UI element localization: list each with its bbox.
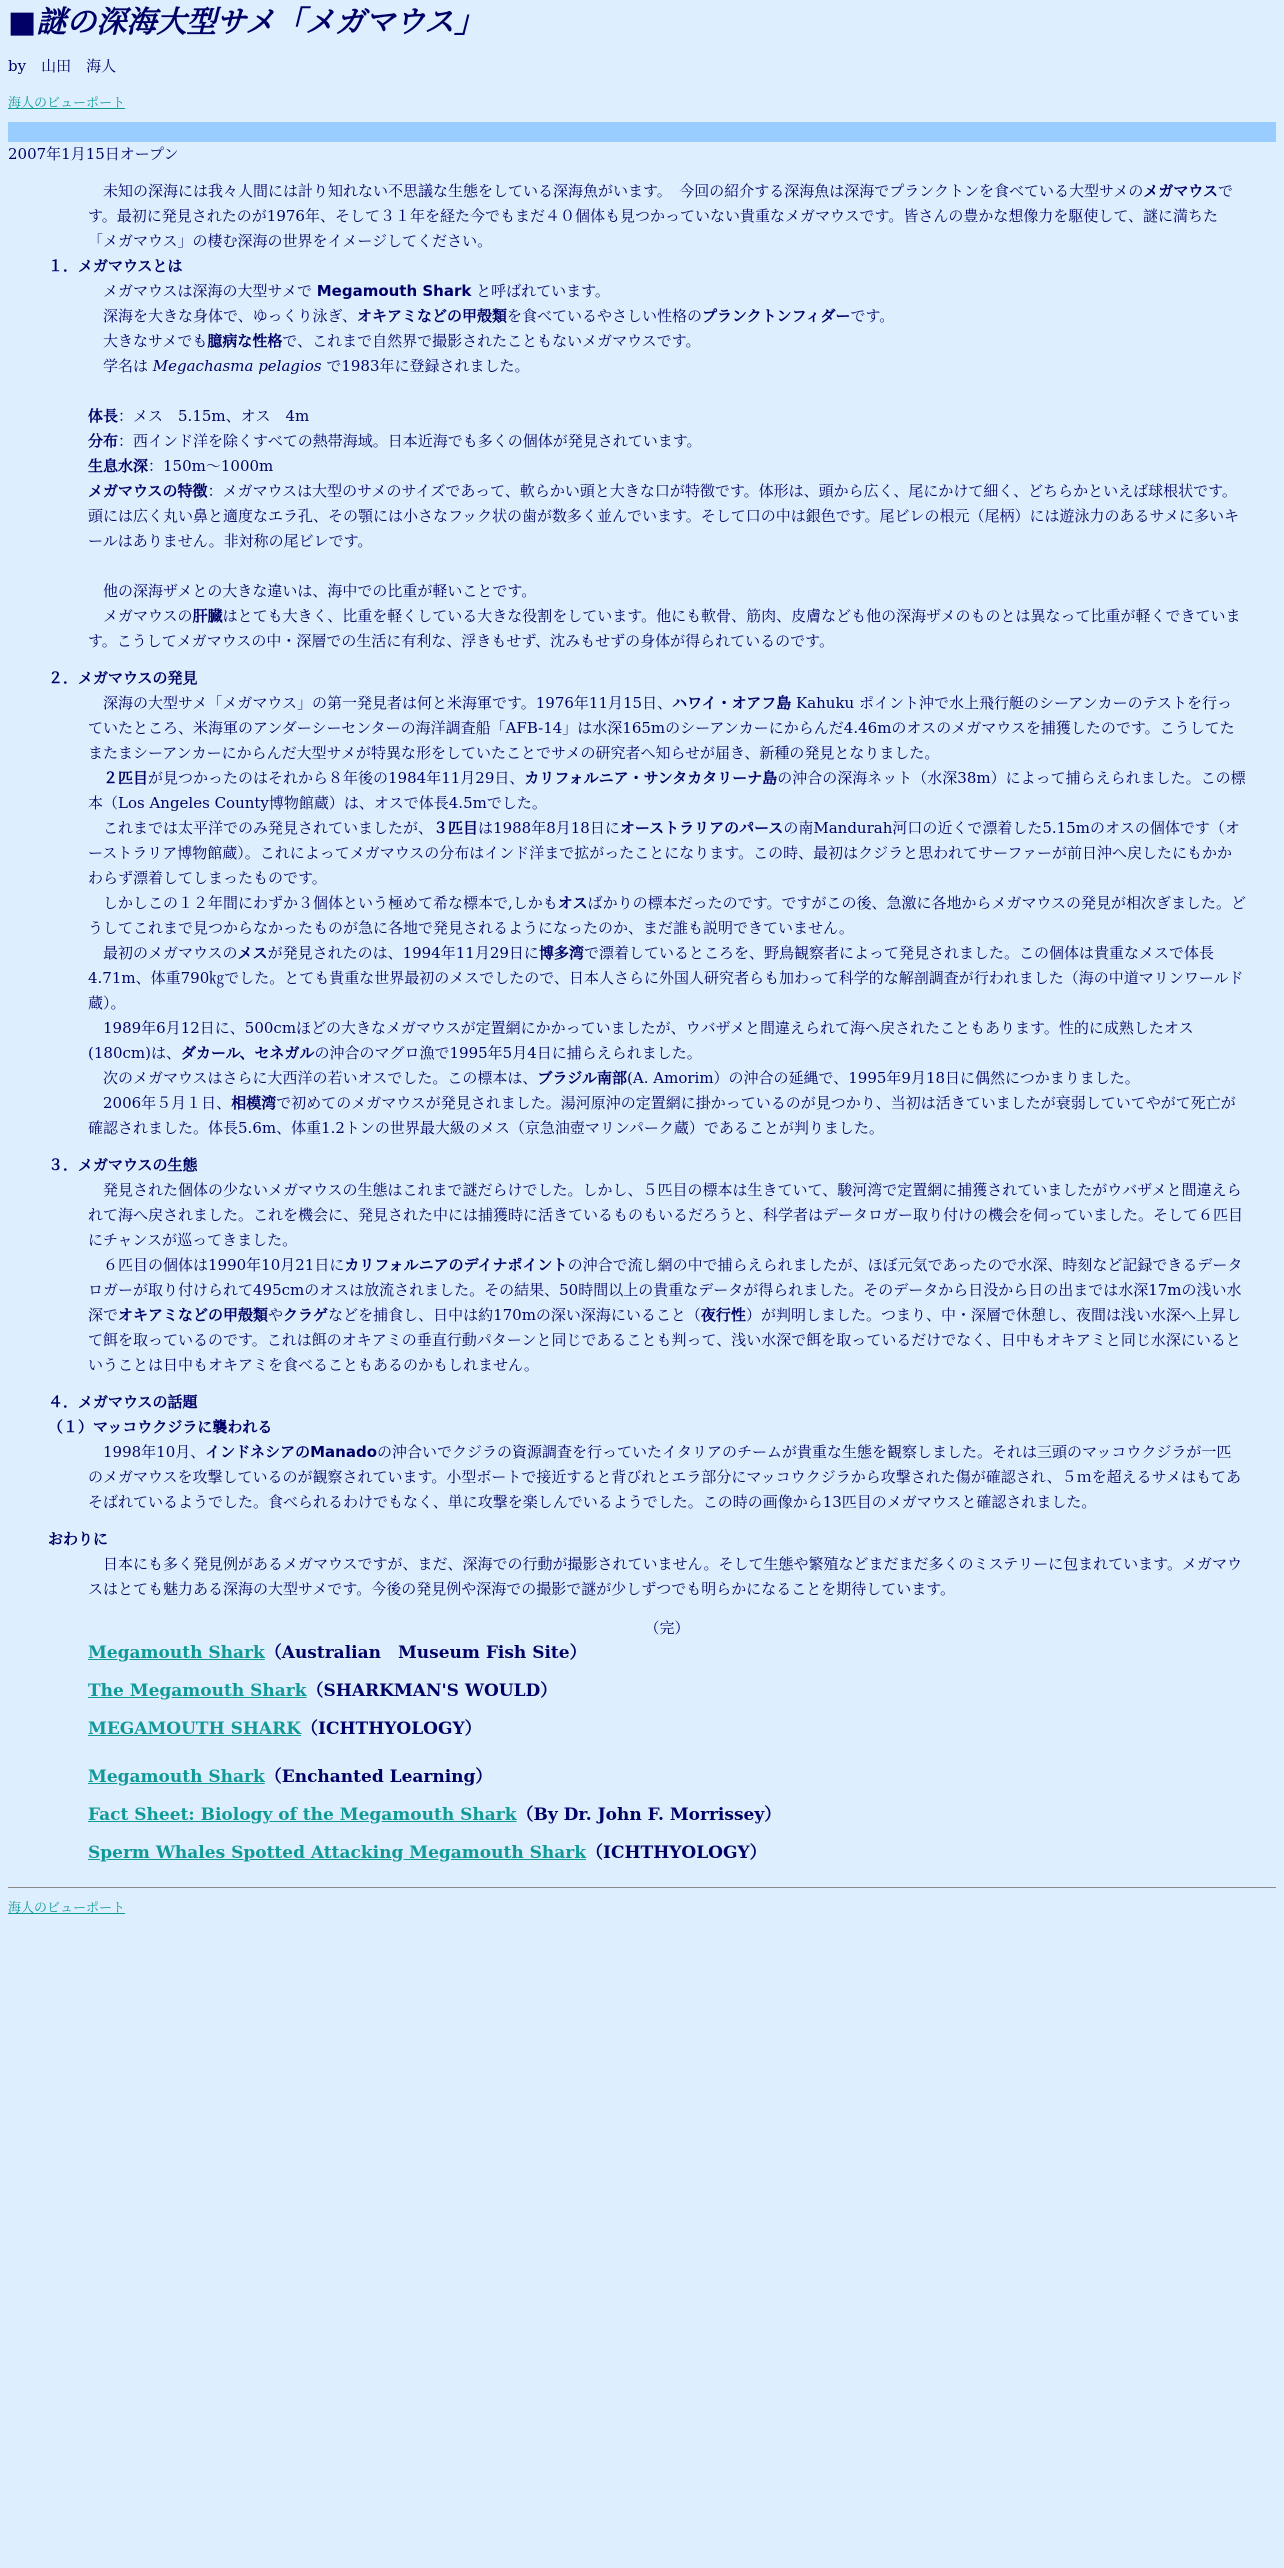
- text-run: 他の深海ザメとの大きな違いは、海中での比重が軽いことです。: [103, 582, 537, 600]
- fact-length: [88, 404, 1246, 429]
- text-run: 2006年５月１日、: [103, 1094, 232, 1112]
- text-run: で、これまで自然界で撮影されたこともないメガマウスです。: [282, 332, 701, 350]
- paragraph: [88, 1253, 1246, 1378]
- paragraph: [88, 1066, 1246, 1091]
- reference-item: [88, 1679, 1246, 1703]
- reference-link[interactable]: Fact Sheet: Biology of the Megamouth Shark: [88, 1805, 517, 1825]
- text-run: ）が判明しました。つまり、中・深層で休憩し、夜間は浅い水深へ上昇して餌を取っているのです。これは餌のオキアミの垂直行動パターンと同じであることも判って、浅い水深で餌を取っているだけでなく、日中もオキアミと同じ水深にいるということは日中もオキアミを食べることもあるのかもしれません。: [88, 1306, 1241, 1374]
- text-run: の南Mandurah河口の近くで漂着した5.15mのオスの個体です（オーストラリア博物館蔵）。これによってメガマウスの分布はインド洋まで拡がったことになります。この時、最初はクジラと思われてサーファーが前日沖へ戻したにもかかわらず漂着してしまったものです。: [88, 819, 1240, 887]
- reference-link[interactable]: MEGAMOUTH SHARK: [88, 1719, 301, 1739]
- spacer: [88, 1515, 1246, 1527]
- text-run: です。: [850, 307, 895, 325]
- emphasis-text: ダカール、セネガル: [180, 1044, 315, 1062]
- viewport-link[interactable]: 海人のビューポート: [8, 96, 126, 111]
- emphasis-text: オキアミなどの甲殻類: [356, 307, 507, 325]
- emphasis-text: メガマウス: [1143, 182, 1218, 200]
- text-run: ：150m～1000m: [148, 457, 274, 475]
- text-run: と呼ばれています。: [471, 282, 610, 300]
- page-title: ■謎の深海大型サメ「メガマウス」: [8, 5, 485, 40]
- emphasis-text: 博多湾: [538, 944, 584, 962]
- spacer: [88, 654, 1246, 666]
- text-run: 学名は: [103, 357, 153, 375]
- emphasis-text: 生息水深: [88, 457, 149, 475]
- emphasis-text: ３匹目: [433, 819, 479, 837]
- footer-divider: [8, 1887, 1276, 1888]
- emphasis-text: 分布: [88, 432, 119, 450]
- article-body: [48, 179, 1246, 1865]
- emphasis-text: Megamouth Shark: [316, 282, 472, 300]
- reference-source: （Australian Museum Fish Site）: [264, 1643, 587, 1663]
- reference-link[interactable]: The Megamouth Shark: [88, 1681, 307, 1701]
- spacer: [88, 554, 1246, 579]
- reference-item: [88, 1803, 1246, 1827]
- paragraph: [88, 579, 1246, 604]
- byline: by 山田 海人: [8, 57, 117, 75]
- text-run: 未知の深海には我々人間には計り知れない不思議な生態をしている深海魚がいます。 今回の紹介する深海魚は深海でプランクトンを食べている大型サメの: [103, 182, 1144, 200]
- emphasis-text: オス: [557, 894, 588, 912]
- text-run: 1998年10月、: [103, 1443, 206, 1461]
- fact-depth: [88, 454, 1246, 479]
- paragraph: [88, 891, 1246, 941]
- text-run: ばかりの標本だったのです。ですがこの後、急激に各地からメガマウスの発見が相次ぎました。どうしてこれまで見つからなかったものが急に各地で発見されるようになったのか、まだ誰も説明できていません。: [88, 894, 1246, 937]
- end-mark: （完）: [644, 1619, 690, 1637]
- section-heading-closing: おわりに: [48, 1530, 109, 1548]
- paragraph: [88, 1552, 1246, 1602]
- text-run: の沖合いでクジラの資源調査を行っていたイタリアのチームが貴重な生態を観察しました。それは三頭のマッコウクジラが一匹のメガマウスを攻撃しているのが観察されています。小型ボートで接近すると背びれとエラ部分にマッコウクジラから攻撃された傷が確認され、５ｍを超えるサメはもてあそばれているようでした。食べられるわけでもなく、単に攻撃を楽しんでいるようでした。この時の画像から13匹目のメガマウスと確認されました。: [88, 1443, 1242, 1511]
- emphasis-text: 夜行性: [700, 1306, 746, 1324]
- text-run: メガマウスは深海の大型サメで: [103, 282, 317, 300]
- text-run: は1988年8月18日に: [478, 819, 620, 837]
- section-heading-ecology: ３．メガマウスの生態: [48, 1156, 198, 1174]
- fact-features: [88, 479, 1246, 554]
- open-date: 2007年1月15日オープン: [8, 145, 179, 163]
- emphasis-text: カリフォルニア・サンタカタリーナ島: [524, 769, 778, 787]
- text-run: の沖合のマグロ漁で1995年5月4日に捕らえられました。: [314, 1044, 702, 1062]
- paragraph: [88, 816, 1246, 891]
- text-run: はとても大きく、比重を軽くしている大きな役割をしています。他にも軟骨、筋肉、皮膚なども他の深海ザメのものとは異なって比重が軽くできています。こうしてメガマウスの中・深層での生活に有利な、浮きもせず、沈みもせずの身体が得られているのです。: [88, 607, 1241, 650]
- paragraph: [88, 354, 1246, 379]
- emphasis-text: ハワイ・オアフ島: [672, 694, 792, 712]
- text-run: が発見されたのは、1994年11月29日に: [267, 944, 539, 962]
- text-run: ６匹目の個体は1990年10月21日に: [103, 1256, 345, 1274]
- text-run: の沖合の深海ネット（水深38m）によって捕らえられました。この標本（Los Angeles County博物館蔵）は、オスで体長4.5mでした。: [88, 769, 1246, 812]
- paragraph: [88, 1091, 1246, 1141]
- emphasis-text: オキアミなどの甲殻類: [118, 1306, 269, 1324]
- text-run: などを捕食し、日中は約170mの深い深海にいること（: [328, 1306, 701, 1324]
- paragraph: [88, 766, 1246, 816]
- reference-item: [88, 1717, 1246, 1741]
- emphasis-text: ２匹目: [103, 769, 149, 787]
- emphasis-text: メガマウスの特徴: [88, 482, 208, 500]
- divider-bar: [8, 122, 1276, 142]
- text-run: や: [268, 1306, 284, 1324]
- text-run: 発見された個体の少ないメガマウスの生態はこれまで謎だらけでした。しかし、５匹目の標本は生きていて、駿河湾で定置網に捕獲されていましたがウバザメと間違えられて海へ戻されました。これを機会に、発見された中には捕獲時に活きているものもいるだろうと、科学者はデータロガー取り付けの機会を伺っていました。そして６匹目にチャンスが巡ってきました。: [88, 1181, 1244, 1249]
- spacer: [88, 1378, 1246, 1390]
- emphasis-text: オーストラリアのパース: [619, 819, 784, 837]
- paragraph: [88, 1178, 1246, 1253]
- text-run: 最初のメガマウスの: [103, 944, 238, 962]
- paragraph: [88, 604, 1246, 654]
- paragraph: [88, 329, 1246, 354]
- section-heading-about: １．メガマウスとは: [48, 257, 183, 275]
- footer-viewport-link[interactable]: 海人のビューポート: [8, 1901, 126, 1916]
- reference-source: （ICHTHYOLOGY）: [586, 1843, 767, 1863]
- text-run: ：メス 5.15m、オス 4m: [118, 407, 310, 425]
- reference-source: （ICHTHYOLOGY）: [301, 1719, 482, 1739]
- text-run: で漂着しているところを、野鳥観察者によって発見されました。この個体は貴重なメスで体長4.71m、体重790㎏でした。とても貴重な世界最初のメスでしたので、日本人さらに外国人研究者らも加わって科学的な解剖調査が行われました（海の中道マリンワールド蔵）。: [88, 944, 1244, 1012]
- text-run: を食べているやさしい性格の: [506, 307, 702, 325]
- paragraph: [88, 941, 1246, 1016]
- reference-source: （SHARKMAN'S WOULD）: [306, 1681, 558, 1701]
- emphasis-text: 臆病な性格: [207, 332, 283, 350]
- paragraph: [88, 279, 1246, 304]
- spacer: [88, 1141, 1246, 1153]
- text-run: で初めてのメガマウスが発見されました。湯河原沖の定置網に掛かっているのが見つかり、当初は活きていましたが衰弱していてやがて死亡が確認されました。体長5.6m、体重1.2トンの世界最大級のメス（京急油壺マリンパーク蔵）であることが判りました。: [88, 1094, 1236, 1137]
- section-heading-discovery: ２．メガマウスの発見: [48, 669, 198, 687]
- section-heading-topics: ４．メガマウスの話題: [48, 1393, 198, 1411]
- paragraph: [88, 1440, 1246, 1515]
- text-run: で1983年に登録されました。: [321, 357, 530, 375]
- text-run: 深海の大型サメ「メガマウス」の第一発見者は何と米海軍です。1976年11月15日、: [103, 694, 673, 712]
- text-run: メガマウスの: [103, 607, 193, 625]
- paragraph: [88, 1016, 1246, 1066]
- text-run: 日本にも多く発見例があるメガマウスですが、まだ、深海での行動が撮影されていません。そして生態や繁殖などまだまだ多くのミステリーに包まれています。メガマウスはとても魅力ある深海の大型サメです。今後の発見例や深海での撮影で謎が少しずつでも明らかになることを期待しています。: [88, 1555, 1242, 1598]
- subsection-heading: （１）マッコウクジラに襲われる: [48, 1418, 273, 1436]
- reference-item: [88, 1641, 1246, 1665]
- text-run: ：メガマウスは大型のサメのサイズであって、軟らかい頭と大きな口が特徴です。体形は、頭から広く、尾にかけて細く、どちらかといえば球根状です。頭には広く丸い鼻と適度なエラ孔、その顎には小さなフック状の歯が数多く並んでいます。そして口の中は銀色です。尾ビレの根元（尾柄）には遊泳力のあるサメに多いキールはありません。非対称の尾ビレです。: [88, 482, 1239, 550]
- text-run: が見つかったのはそれから８年後の1984年11月29日、: [148, 769, 525, 787]
- text-run: の沖合で流し網の中で捕らえられましたが、ほぼ元気であったので水深、時刻など記録できるデータロガーが取り付けられて495cmのオスは放流されました。その結果、50時間以上の貴重なデータが得られました。そのデータから日没から日の出までは水深17mの浅い水深で: [88, 1256, 1243, 1324]
- reference-item: [88, 1765, 1246, 1789]
- reference-list: [88, 1641, 1246, 1865]
- text-run: ：西インド洋を除くすべての熱帯海域。日本近海でも多くの個体が発見されています。: [118, 432, 702, 450]
- emphasis-text: インドネシアのManado: [205, 1443, 378, 1461]
- text-run: 1989年6月12日に、500cmほどの大きなメガマウスが定置網にかかっていましたが、ウバザメと間違えられて海へ戻されたこともあります。性的に成熟したオス(180cm)は、: [88, 1019, 1194, 1062]
- scientific-name: Megachasma pelagios: [152, 357, 322, 375]
- reference-link[interactable]: Sperm Whales Spotted Attacking Megamouth Shark: [88, 1843, 587, 1863]
- spacer: [88, 379, 1246, 404]
- text-run: です。最初に発見されたのが1976年、そして３１年を経た今でもまだ４０個体も見つかっていない貴重なメガマウスです。皆さんの豊かな想像力を駆使して、謎に満ちた「メガマウス」の棲む深海の世界をイメージしてください。: [88, 182, 1233, 250]
- emphasis-text: ブラジル南部: [537, 1069, 628, 1087]
- reference-source: （By Dr. John F. Morrissey）: [516, 1805, 782, 1825]
- fact-distribution: [88, 429, 1246, 454]
- intro-paragraph: [88, 179, 1246, 254]
- text-run: Kahuku ポイント沖で水上飛行艇のシーアンカーのテストを行っていたところ、米海軍のアンダーシーセンターの海洋調査船「AFB-14」は水深165mのシーアンカーにからんだ4.46mのオスのメガマウスを捕獲したのです。こうしてたまたまシーアンカーにからんだ大型サメが特異な形をしていたことでサメの研究者へ知らせが届き、新種の発見となりました。: [88, 694, 1235, 762]
- reference-link[interactable]: Megamouth Shark: [88, 1767, 265, 1787]
- emphasis-text: 肝臓: [192, 607, 223, 625]
- emphasis-text: 相模湾: [231, 1094, 277, 1112]
- text-run: これまでは太平洋でのみ発見されていましたが、: [103, 819, 434, 837]
- reference-link[interactable]: Megamouth Shark: [88, 1643, 265, 1663]
- text-run: 大きなサメでも: [103, 332, 208, 350]
- emphasis-text: カリフォルニアのデイナポイント: [344, 1256, 568, 1274]
- text-run: 次のメガマウスはさらに大西洋の若いオスでした。この標本は、: [103, 1069, 538, 1087]
- emphasis-text: クラゲ: [283, 1306, 329, 1324]
- text-run: (A. Amorim）の沖合の延縄で、1995年9月18日に偶然につかまりました。: [627, 1069, 1140, 1087]
- emphasis-text: 体長: [88, 407, 119, 425]
- paragraph: [88, 304, 1246, 329]
- emphasis-text: プランクトンフィダー: [701, 307, 851, 325]
- reference-source: （Enchanted Learning）: [264, 1767, 493, 1787]
- emphasis-text: メス: [237, 944, 268, 962]
- text-run: しかしこの１２年間にわずか３個体という極めて希な標本で,しかも: [103, 894, 558, 912]
- paragraph: [88, 691, 1246, 766]
- text-run: 深海を大きな身体で、ゆっくり泳ぎ、: [103, 307, 357, 325]
- reference-item: [88, 1841, 1246, 1865]
